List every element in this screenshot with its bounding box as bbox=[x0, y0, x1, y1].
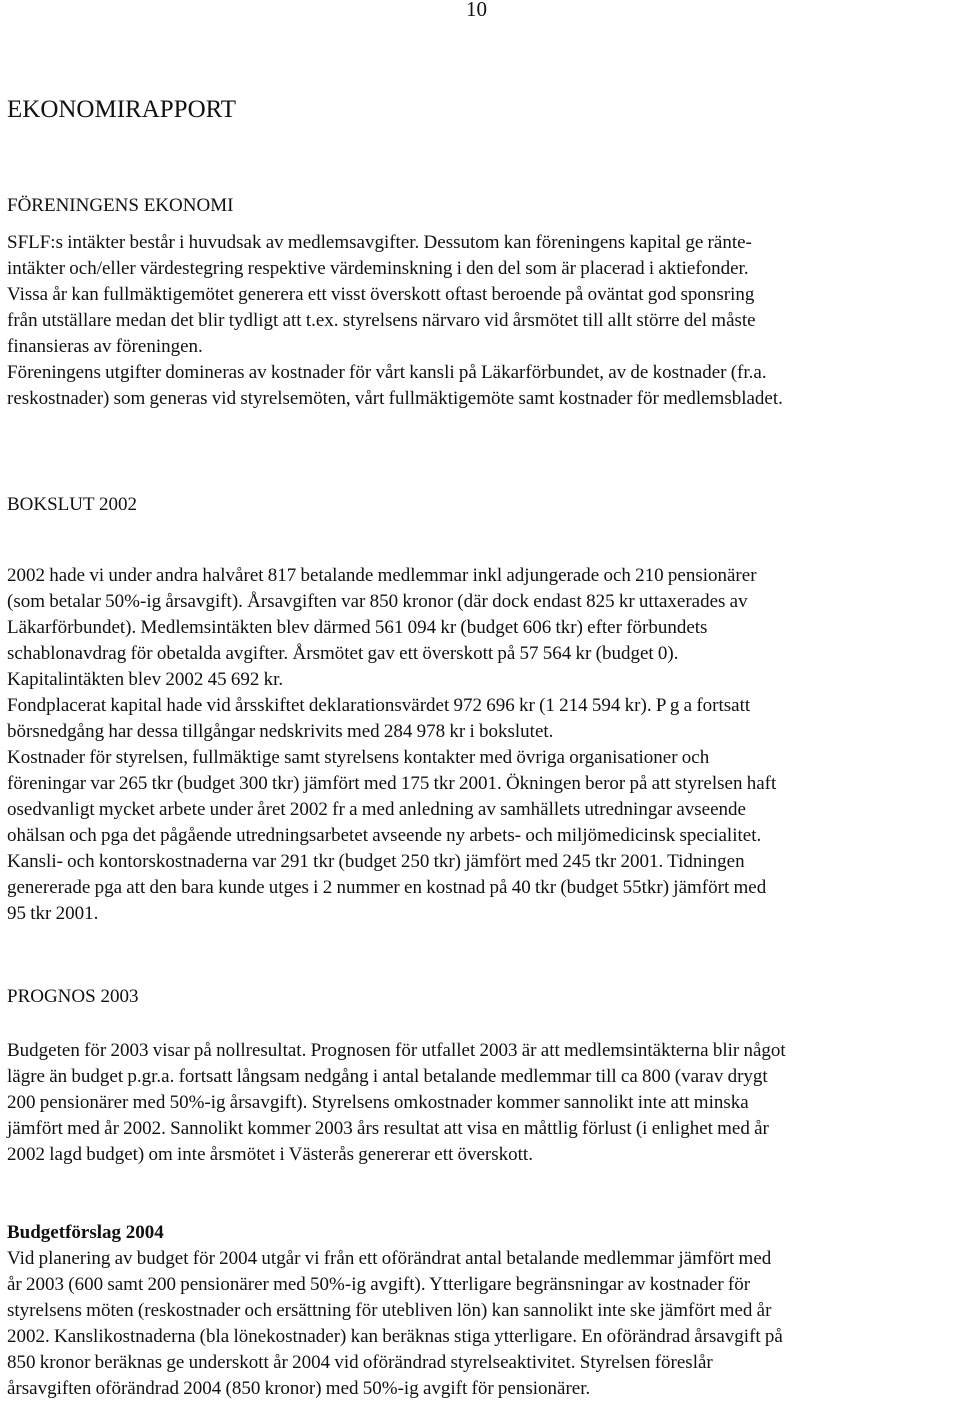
section-heading-foreningens-ekonomi: FÖRENINGENS EKONOMI bbox=[7, 195, 234, 216]
page-number: 10 bbox=[466, 0, 487, 21]
section-heading-budgetforslag-2004: Budgetförslag 2004 bbox=[7, 1222, 164, 1243]
document-title: EKONOMIRAPPORT bbox=[7, 96, 237, 123]
paragraph-bokslut-2002: 2002 hade vi under andra halvåret 817 betalande medlemmar inkl adjungerade och 210 pensionärer (som betalar 50%-ig årsavgift). Årsavgiften var 850 kronor (där dock endast 825 kr uttaxerades av Läkarförbundet). Medlemsintäkten blev därmed 561 094 kr (budget 606 tkr) efter förbundets schablonavdrag för obetalda avgifter. Årsmötet gav ett överskott på 57 564 kr (budget 0). Kapitalintäkten blev 2002 45 692 kr. Fondplacerat kapital hade vid årsskiftet deklarationsvärdet 972 696 kr (1 214 594 kr). P g a fortsatt börsnedgång har dessa tillgångar nedskrivits med 284 978 kr i bokslutet. Kostnader för styrelsen, fullmäktige samt styrelsens kontakter med övriga organisationer och föreningar var 265 tkr (budget 300 tkr) jämfört med 175 tkr 2001. Ökningen beror på att styrelsen haft osedvanligt mycket arbete under året 2002 fr a med anledning av samhällets utredningar avseende ohälsan och pga det pågående utredningsarbetet avseende ny arbets- och miljömedicinsk specialitet. Kansli- och kontorskostnaderna var 291 tkr (budget 250 tkr) jämfört med 245 tkr 2001. Tidningen genererade pga att den bara kunde utges i 2 nummer en kostnad på 40 tkr (budget 55tkr) jämfört med 95 tkr 2001. bbox=[7, 565, 777, 924]
paragraph-foreningens-ekonomi: SFLF:s intäkter består i huvudsak av medlemsavgifter. Dessutom kan föreningens kapital ge ränte- intäkter och/eller värdestegring respektive värdeminskning i den del som är placerad i aktiefonder. Vissa år kan fullmäktigemötet generera ett visst överskott oftast beroende på oväntat god sponsring från utställare medan det blir tydligt att t.ex. styrelsens närvaro vid årsmötet till allt större del måste finansieras av föreningen. Föreningens utgifter domineras av kostnader för vårt kansli på Läkarförbundet, av de kostnader (fr.a. reskostnader) som generas vid styrelsemöten, vårt fullmäktigemöte samt kostnader för medlemsbladet. bbox=[7, 232, 783, 409]
section-heading-prognos-2003: PROGNOS 2003 bbox=[7, 986, 139, 1007]
paragraph-prognos-2003: Budgeten för 2003 visar på nollresultat. Prognosen för utfallet 2003 är att medlemsintäkterna blir något lägre än budget p.gr.a. fortsatt långsam nedgång i antal betalande medlemmar till ca 800 (varav drygt 200 pensionärer med 50%-ig årsavgift). Styrelsens omkostnader kommer sannolikt inte att minska jämfört med år 2002. Sannolikt kommer 2003 års resultat att visa en måttlig förlust (i enlighet med år 2002 lagd budget) om inte årsmötet i Västerås genererar ett överskott. bbox=[7, 1040, 786, 1165]
section-heading-bokslut-2002: BOKSLUT 2002 bbox=[7, 494, 138, 515]
paragraph-budgetforslag-2004: Vid planering av budget för 2004 utgår vi från ett oförändrat antal betalande medlemmar jämfört med år 2003 (600 samt 200 pensionärer med 50%-ig avgift). Ytterligare begränsningar av kostnader för styrelsens möten (reskostnader och ersättning för utebliven lön) kan sannolikt inte ske jämfört med år 2002. Kanslikostnaderna (bla lönekostnader) kan beräknas stiga ytterligare. En oförändrad årsavgift på 850 kronor beräknas ge underskott år 2004 vid oförändrad styrelseaktivitet. Styrelsen föreslår årsavgiften oförändrad 2004 (850 kronor) med 50%-ig avgift för pensionärer. bbox=[7, 1248, 783, 1399]
